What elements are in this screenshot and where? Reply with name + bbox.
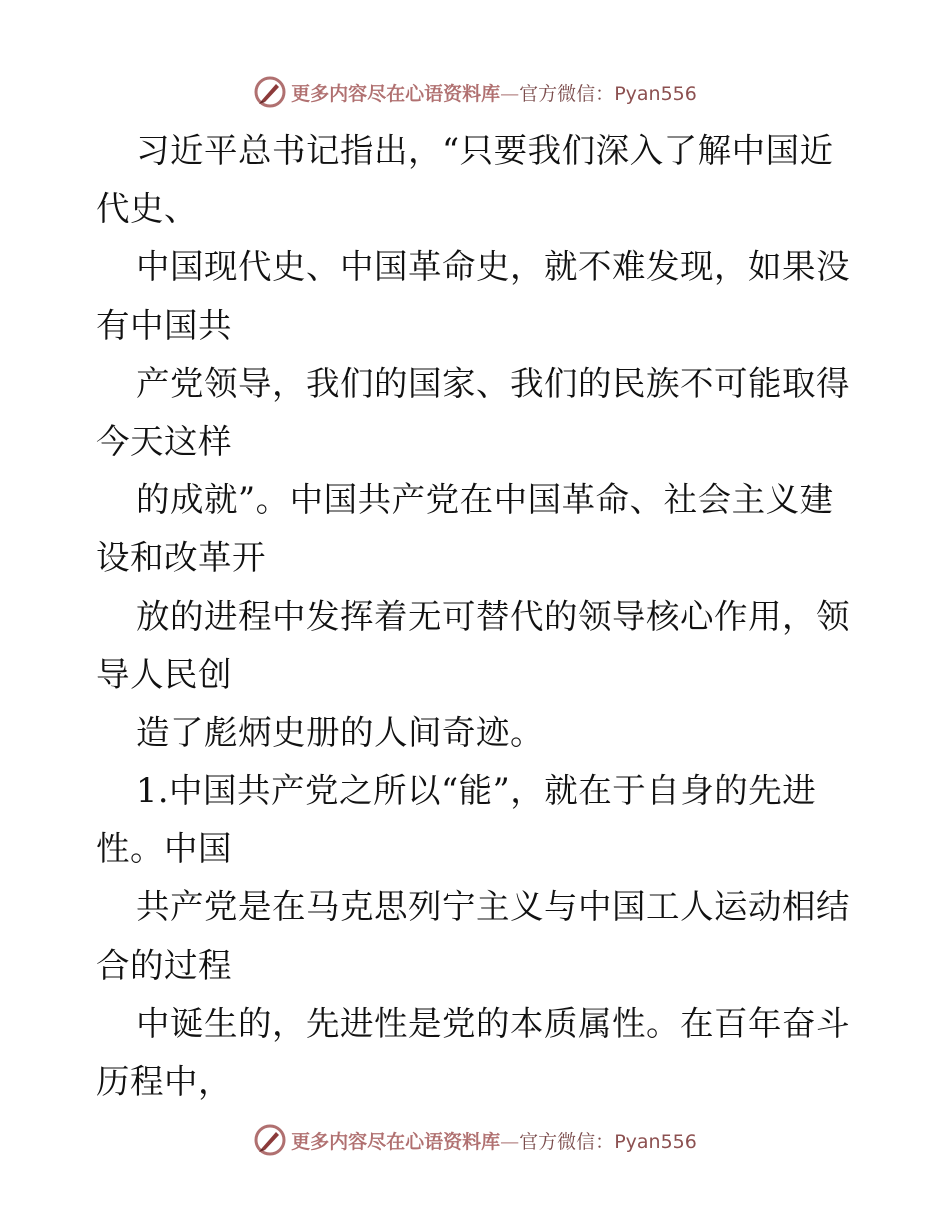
watermark-text [291,1127,697,1154]
text-line: 共产党是在马克思列宁主义与中国工人运动相结 [136,887,850,927]
text-line: 合的过程 [96,945,232,985]
watermark-wechat-label: 官方微信： [519,1130,615,1153]
text-line: 中国现代史、中国革命史，就不难发现，如果没 [136,247,850,287]
watermark-text [291,79,697,106]
watermark-brand: 更多内容尽在心语资料库 [291,1130,501,1153]
text-line: 放的进程中发挥着无可替代的领导核心作用，领 [136,596,850,636]
watermark-wechat-label: 官方微信： [519,82,615,105]
quill-pen-logo-icon [253,75,287,109]
text-line: 代史、 [96,189,198,229]
document-body [96,122,856,1111]
text-line: 造了彪炳史册的人间奇迹。 [136,712,544,752]
text-line: 导人民创 [96,654,232,694]
watermark-brand: 更多内容尽在心语资料库 [291,82,501,105]
text-line: 习近平总书记指出，“只要我们深入了解中国近 [136,131,834,170]
header-watermark [0,72,950,112]
quill-pen-logo-icon [253,1123,287,1157]
text-line: 性。中国 [96,829,232,869]
watermark-wechat-handle: Pyan556 [614,82,697,105]
watermark-separator: — [500,82,520,105]
text-line: 产党领导，我们的国家、我们的民族不可能取得 [136,363,850,403]
text-line: 中诞生的，先进性是党的本质属性。在百年奋斗 [136,1003,850,1043]
footer-watermark [0,1120,950,1160]
text-line: 1.中国共产党之所以“能”，就在于自身的先进 [136,771,817,811]
watermark-separator: — [500,1130,520,1153]
text-line: 的成就”。中国共产党在中国革命、社会主义建 [136,480,834,520]
text-line: 历程中， [96,1062,232,1101]
watermark-wechat-handle: Pyan556 [614,1130,697,1153]
text-line: 设和改革开 [96,538,266,578]
text-line: 今天这样 [96,421,232,461]
text-line: 有中国共 [96,305,232,345]
